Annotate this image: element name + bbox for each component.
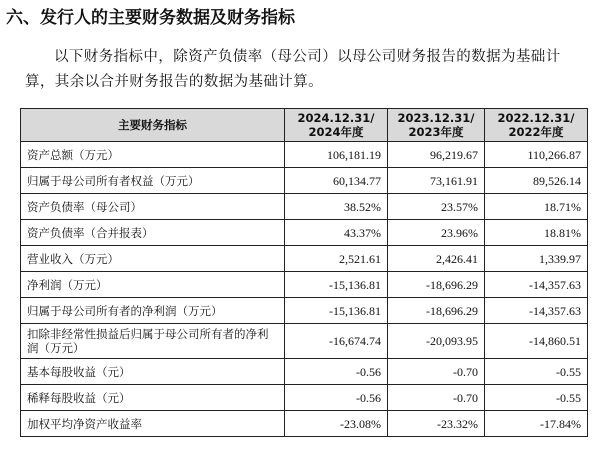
cell-2024: -15,136.81 xyxy=(285,272,388,298)
table-row xyxy=(21,324,588,359)
row-label: 资产负债率（母公司） xyxy=(21,194,285,220)
cell-2022: -17.84% xyxy=(485,411,588,437)
cell-2024: -16,674.74 xyxy=(285,324,388,359)
table-row xyxy=(21,298,588,324)
header-2023: 2023.12.31/ 2023年度 xyxy=(388,109,485,142)
cell-2022: 89,526.14 xyxy=(485,168,588,194)
cell-2022: 110,266.87 xyxy=(485,142,588,168)
row-label: 净利润（万元） xyxy=(21,272,285,298)
header-2024: 2024.12.31/ 2024年度 xyxy=(285,109,388,142)
row-label: 营业收入（万元） xyxy=(21,246,285,272)
row-label: 基本每股收益（元） xyxy=(21,359,285,385)
table-header xyxy=(21,109,588,142)
cell-2022: -0.55 xyxy=(485,359,588,385)
cell-2022: 1,339.97 xyxy=(485,246,588,272)
table-row xyxy=(21,272,588,298)
intro-paragraph: 以下财务指标中，除资产负债率（母公司）以母公司财务报告的数据为基础计算，其余以合并财务报告的数据为基础计算。 xyxy=(25,49,561,90)
table-row xyxy=(21,246,588,272)
cell-2022: 18.81% xyxy=(485,220,588,246)
table-row xyxy=(21,142,588,168)
row-label: 归属于母公司所有者权益（万元） xyxy=(21,168,285,194)
cell-2023: 73,161.91 xyxy=(388,168,485,194)
cell-2024: -0.56 xyxy=(285,359,388,385)
header-row xyxy=(21,109,588,142)
cell-2024: 2,521.61 xyxy=(285,246,388,272)
cell-2024: -23.08% xyxy=(285,411,388,437)
cell-2022: -14,357.63 xyxy=(485,298,588,324)
cell-2023: -18,696.29 xyxy=(388,298,485,324)
cell-2023: -18,696.29 xyxy=(388,272,485,298)
table-row xyxy=(21,168,588,194)
cell-2023: 23.57% xyxy=(388,194,485,220)
cell-2024: -15,136.81 xyxy=(285,298,388,324)
section-title: 六、发行人的主要财务数据及财务指标 xyxy=(6,8,295,28)
cell-2023: 23.96% xyxy=(388,220,485,246)
table-row xyxy=(21,385,588,411)
cell-2023: 96,219.67 xyxy=(388,142,485,168)
row-label: 稀释每股收益（元） xyxy=(21,385,285,411)
table-row xyxy=(21,194,588,220)
cell-2022: -14,357.63 xyxy=(485,272,588,298)
cell-2023: -0.70 xyxy=(388,385,485,411)
cell-2022: 18.71% xyxy=(485,194,588,220)
row-label: 加权平均净资产收益率 xyxy=(21,411,285,437)
header-2022: 2022.12.31/ 2022年度 xyxy=(485,109,588,142)
cell-2023: -0.70 xyxy=(388,359,485,385)
header-metric: 主要财务指标 xyxy=(21,109,285,142)
row-label: 扣除非经常性损益后归属于母公司所有者的净利润（万元） xyxy=(21,324,285,359)
financial-metrics-table xyxy=(20,108,588,437)
cell-2023: -23.32% xyxy=(388,411,485,437)
cell-2024: 43.37% xyxy=(285,220,388,246)
cell-2022: -0.55 xyxy=(485,385,588,411)
cell-2023: 2,426.41 xyxy=(388,246,485,272)
row-label: 归属于母公司所有者的净利润（万元） xyxy=(21,298,285,324)
cell-2024: 106,181.19 xyxy=(285,142,388,168)
cell-2024: 60,134.77 xyxy=(285,168,388,194)
table-row xyxy=(21,359,588,385)
cell-2023: -20,093.95 xyxy=(388,324,485,359)
row-label: 资产负债率（合并报表） xyxy=(21,220,285,246)
cell-2024: 38.52% xyxy=(285,194,388,220)
row-label: 资产总额（万元） xyxy=(21,142,285,168)
cell-2024: -0.56 xyxy=(285,385,388,411)
table-row xyxy=(21,220,588,246)
cell-2022: -14,860.51 xyxy=(485,324,588,359)
table-row xyxy=(21,411,588,437)
table-body xyxy=(21,142,588,437)
